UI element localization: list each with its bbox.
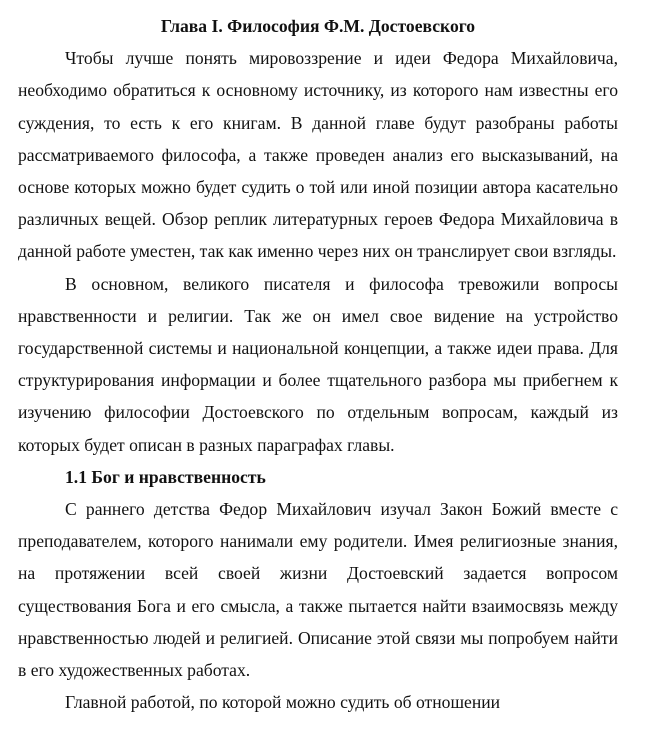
paragraph: В основном, великого писателя и философа тревожили вопросы нравственности и религии. Так же он имел свое видение на устройство государственной системы и национальной концепции, а также идеи права. Для структурирования информации и более тщательного разбора мы прибегнем к изучению философии Достоевского по отдельным вопросам, каждый из которых будет описан в разных параграфах главы. [18,273,618,455]
section-title: 1.1 Бог и нравственность [65,466,266,487]
paragraph: С раннего детства Федор Михайлович изучал Закон Божий вместе с преподавателем, которого нанимали ему родители. Имея религиозные знания, на протяжении всей своей жизни Достоевский задается вопросом существования Бога и его смысла, а также пытается найти взаимосвязь между нравственностью людей и религией. Описание этой связи мы попробуем найти в его художественных работах. [18,499,618,681]
paragraph: Главной работой, по которой можно судить об отношении [65,692,501,713]
chapter-title: Глава I. Философия Ф.М. Достоевского [160,16,476,36]
paragraph: Чтобы лучше понять мировоззрение и идеи Федора Михайловича, необходимо обратиться к основному источнику, из которого нам известны его суждения, то есть к его книгам. В данной главе будут разобраны работы рассматриваемого философа, а также проведен анализ его высказываний, на основе которых можно будет судить о той или иной позиции автора касательно различных вещей. Обзор реплик литературных героев Федора Михайловича в данной работе уместен, так как именно через них он транслирует свои взгляды. [18,48,618,262]
document-page [18,10,618,718]
